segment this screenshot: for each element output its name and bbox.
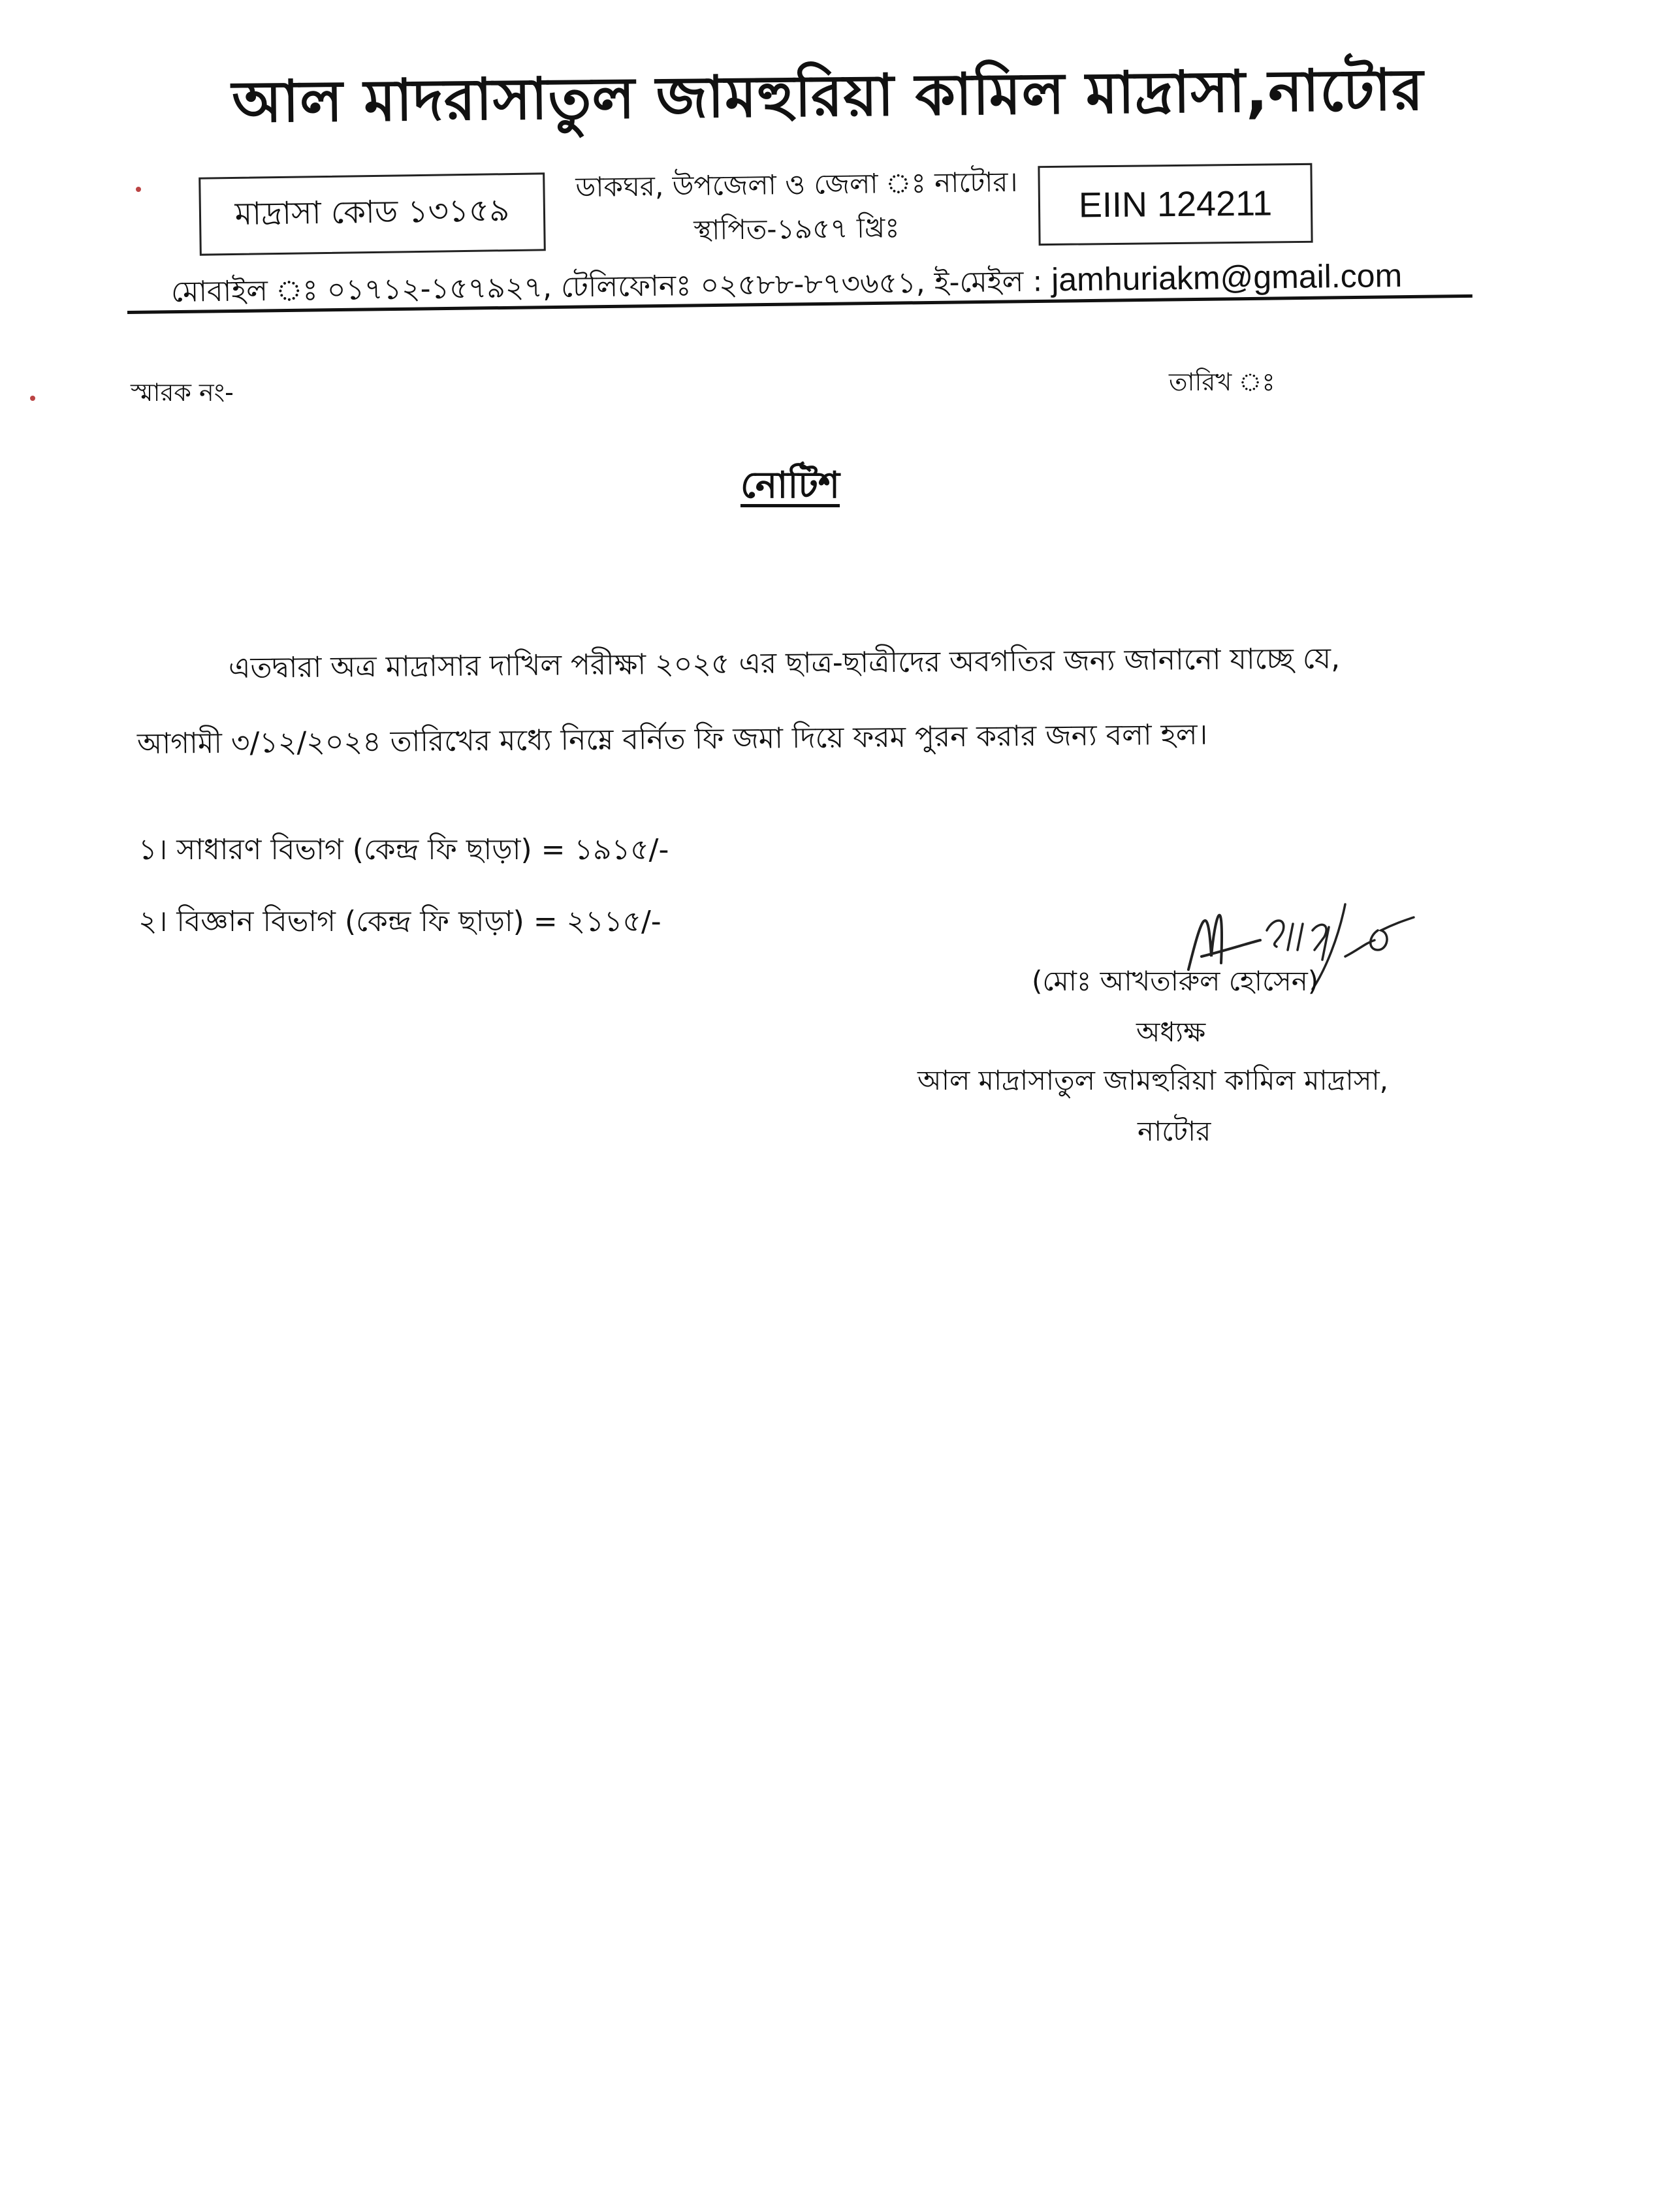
notice-body-line-2: আগামী ৩/১২/২০২৪ তারিখের মধ্যে নিম্নে বর্নিত ফি জমা দিয়ে ফরম পুরন করার জন্য বলা হল। (136, 718, 1208, 761)
signer-designation: অধ্যক্ষ (1136, 1016, 1206, 1048)
fee-item-general: ১। সাধারণ বিভাগ (কেন্দ্র ফি ছাড়া) = ১৯১৫/- (138, 833, 669, 866)
contact-email: jamhuriakm@gmail.com (1051, 257, 1403, 298)
scan-speck (30, 396, 35, 401)
eiin-box (1038, 163, 1313, 245)
established-year: স্থাপিত-১৯৫৭ খ্রিঃ (693, 212, 900, 246)
signer-institution-line-1: আল মাদ্রাসাতুল জামহুরিয়া কামিল মাদ্রাসা, (917, 1064, 1389, 1096)
madrasa-code-box (199, 172, 546, 255)
memo-number-label: স্মারক নং- (131, 378, 234, 407)
signer-name: (মোঃ আখতারুল হোসেন) (1032, 965, 1319, 997)
notice-body-line-1: এতদ্বারা অত্র মাদ্রাসার দাখিল পরীক্ষা ২০২৫ এর ছাত্র-ছাত্রীদের অবগতির জন্য জানানো যাচ্ছে যে, (228, 642, 1341, 685)
eiin-number: EIIN 124211 (1078, 183, 1273, 225)
madrasa-code: মাদ্রাসা কোড ১৩১৫৯ (234, 191, 510, 232)
signer-institution-line-2: নাটোর (1138, 1115, 1211, 1147)
contact-phones: মোবাইল ঃ ০১৭১২-১৫৭৯২৭, টেলিফোনঃ ০২৫৮৮-৮৭৩৬৫১, ই-মেইল : (170, 264, 1052, 309)
notice-title: নোটিশ (740, 464, 840, 507)
fee-item-science: ২। বিজ্ঞান বিভাগ (কেন্দ্র ফি ছাড়া) = ২১১৫/- (138, 905, 661, 938)
scan-speck (136, 187, 141, 192)
address: ডাকঘর, উপজেলা ও জেলা ঃ নাটোর। (575, 165, 1018, 204)
date-label: তারিখ ঃ (1169, 368, 1275, 396)
institution-name: আল মাদরাসাতুল জামহুরিয়া কামিল মাদ্রাসা,নাটোর (231, 55, 1425, 136)
